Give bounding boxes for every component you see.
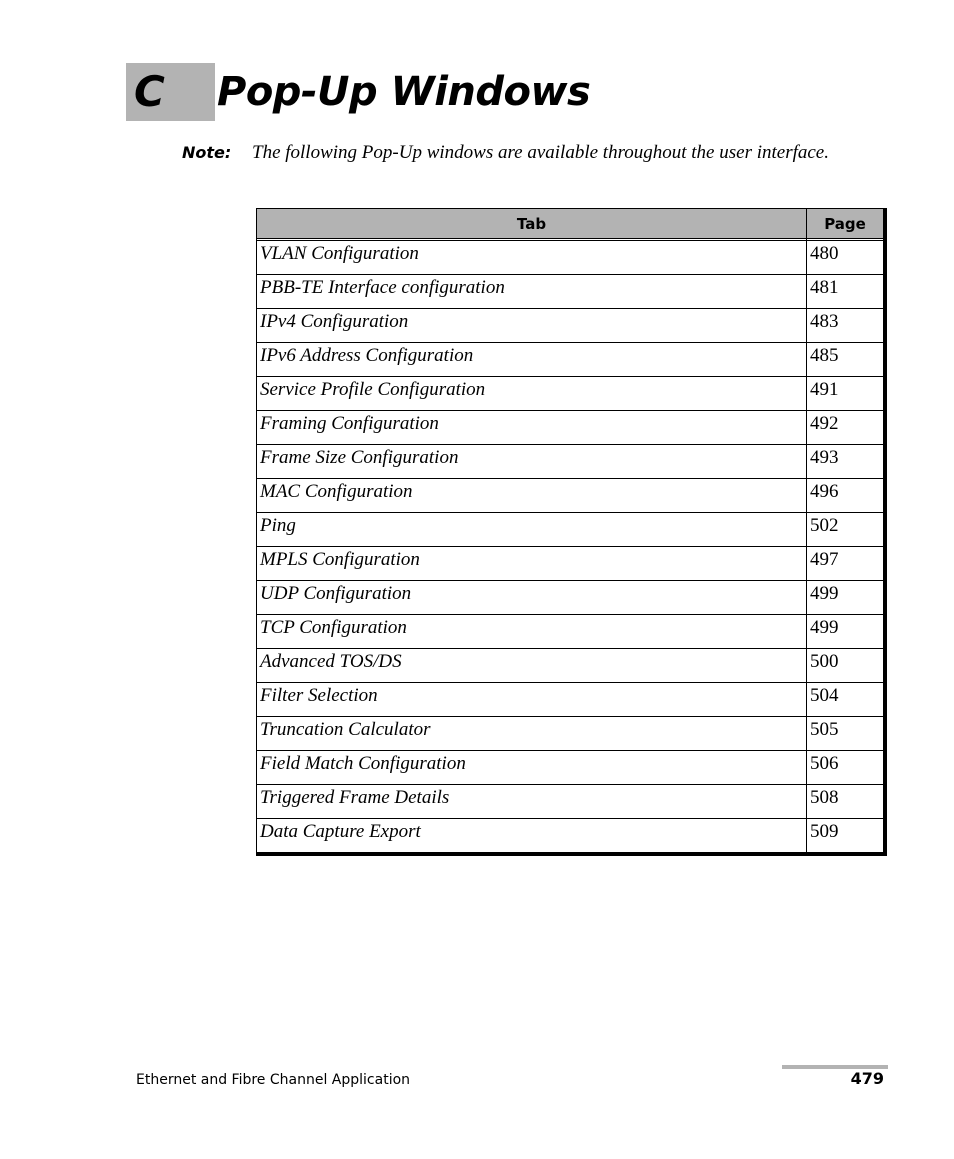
page-number-cell: 505 <box>807 717 884 751</box>
tab-name-cell: Ping <box>257 513 807 547</box>
page-number-cell: 497 <box>807 547 884 581</box>
table-row <box>257 547 884 581</box>
page-number-cell: 485 <box>807 343 884 377</box>
table-row <box>257 241 884 275</box>
page-number-cell: 509 <box>807 819 884 853</box>
table-row <box>257 343 884 377</box>
tab-name-cell: Filter Selection <box>257 683 807 717</box>
page-number-cell: 481 <box>807 275 884 309</box>
page-number-cell: 480 <box>807 241 884 275</box>
table-row <box>257 683 884 717</box>
table-row <box>257 581 884 615</box>
table-row <box>257 309 884 343</box>
page-number-cell: 496 <box>807 479 884 513</box>
tab-name-cell: UDP Configuration <box>257 581 807 615</box>
popup-windows-table <box>256 208 887 856</box>
page-title: Pop-Up Windows <box>217 69 591 115</box>
footer-page-number: 479 <box>850 1069 884 1088</box>
table-row <box>257 615 884 649</box>
table-row <box>257 751 884 785</box>
tab-name-cell: IPv4 Configuration <box>257 309 807 343</box>
tab-name-cell: Framing Configuration <box>257 411 807 445</box>
page-number-cell: 491 <box>807 377 884 411</box>
table-row <box>257 445 884 479</box>
tab-name-cell: MPLS Configuration <box>257 547 807 581</box>
page-number-cell: 499 <box>807 581 884 615</box>
header-page: Page <box>807 209 884 239</box>
tab-name-cell: VLAN Configuration <box>257 241 807 275</box>
page-number-cell: 504 <box>807 683 884 717</box>
tab-name-cell: Truncation Calculator <box>257 717 807 751</box>
footer-manual-title: Ethernet and Fibre Channel Application <box>136 1072 411 1088</box>
note <box>182 140 829 165</box>
tab-name-cell: Advanced TOS/DS <box>257 649 807 683</box>
table-row <box>257 513 884 547</box>
table-row <box>257 649 884 683</box>
table-row <box>257 717 884 751</box>
chapter-letter: C <box>134 67 165 116</box>
table-row <box>257 411 884 445</box>
page-number-cell: 492 <box>807 411 884 445</box>
table-row <box>257 377 884 411</box>
page-number-cell: 500 <box>807 649 884 683</box>
tab-name-cell: Triggered Frame Details <box>257 785 807 819</box>
page-number-cell: 499 <box>807 615 884 649</box>
table-row <box>257 785 884 819</box>
table-row <box>257 819 884 853</box>
page-number-cell: 502 <box>807 513 884 547</box>
tab-name-cell: MAC Configuration <box>257 479 807 513</box>
header-tab: Tab <box>257 209 807 239</box>
note-text: The following Pop-Up windows are available throughout the user interface. <box>252 142 829 163</box>
tab-name-cell: TCP Configuration <box>257 615 807 649</box>
tab-name-cell: Frame Size Configuration <box>257 445 807 479</box>
page-number-cell: 493 <box>807 445 884 479</box>
table-row <box>257 275 884 309</box>
tab-name-cell: IPv6 Address Configuration <box>257 343 807 377</box>
tab-name-cell: PBB-TE Interface configuration <box>257 275 807 309</box>
page-number-cell: 483 <box>807 309 884 343</box>
tab-name-cell: Field Match Configuration <box>257 751 807 785</box>
tab-name-cell: Service Profile Configuration <box>257 377 807 411</box>
table-header-row <box>257 209 884 239</box>
note-label: Note: <box>182 143 232 162</box>
page-number-cell: 506 <box>807 751 884 785</box>
tab-name-cell: Data Capture Export <box>257 819 807 853</box>
table-row <box>257 479 884 513</box>
page-number-cell: 508 <box>807 785 884 819</box>
